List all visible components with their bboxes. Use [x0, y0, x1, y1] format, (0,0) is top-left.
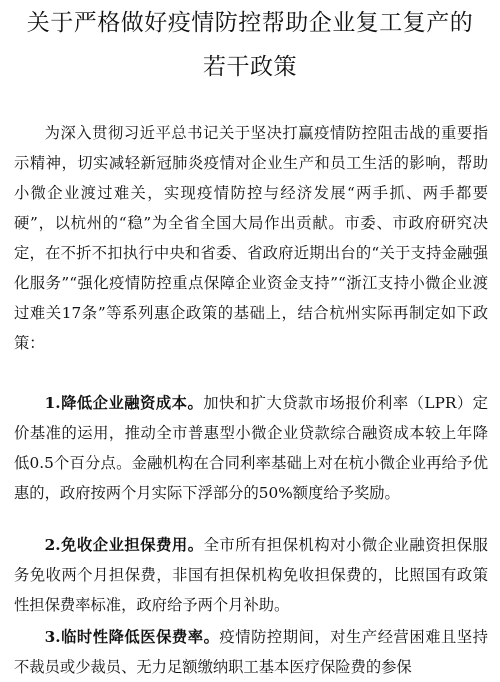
intro-paragraph: 为深入贯彻习近平总书记关于坚决打赢疫情防控阻击战的重要指示精神，切实减轻新冠肺炎疫情对企业生产和员工生活的影响，帮助小微企业渡过难关，实现疫情防控与经济发展“两手抓、两手都要硬”，以杭州的“稳”为全省全国大局作出贡献。市委、市政府研究决定，在不折不扣执行中央和省委、省政府近期出台的“关于支持金融强化服务”“强化疫情防控重点保障企业资金支持”“浙江支持小微企业渡过难关17条”等系列惠企政策的基础上，结合杭州实际再制定如下政策： [14, 124, 488, 352]
policy-item-2-heading: 2.免收企业担保费用。 [44, 536, 204, 554]
policy-item-1-heading: 1.降低企业融资成本。 [44, 394, 204, 412]
policy-item-2 [14, 530, 488, 620]
policy-item-3-heading: 3.临时性降低医保费率。 [44, 628, 220, 646]
policy-item-3-body: 疫情防控期间，对生产经营困难且坚持不裁员或少裁员、无力足额缴纳职工基本医疗保险费的参保 [14, 628, 488, 676]
document-title-line-1: 关于严格做好疫情防控帮助企业复工复产的 [26, 10, 474, 36]
policy-item-1-body: 加快和扩大贷款市场报价利率（LPR）定价基准的运用，推动全市普惠型小微企业贷款综合融资成本较上年降低0.5个百分点。金融机构在合同利率基础上对在杭小微企业再给予优惠的，政府按两个月实际下浮部分的50%额度给予奖励。 [14, 394, 488, 502]
policy-item-3 [14, 622, 488, 682]
document-title-line-2: 若干政策 [203, 54, 297, 80]
policy-item-2-body: 全市所有担保机构对小微企业融资担保服务免收两个月担保费，非国有担保机构免收担保费的，比照国有政策性担保费率标准，政府给予两个月补助。 [14, 536, 488, 614]
policy-item-1 [14, 388, 488, 508]
